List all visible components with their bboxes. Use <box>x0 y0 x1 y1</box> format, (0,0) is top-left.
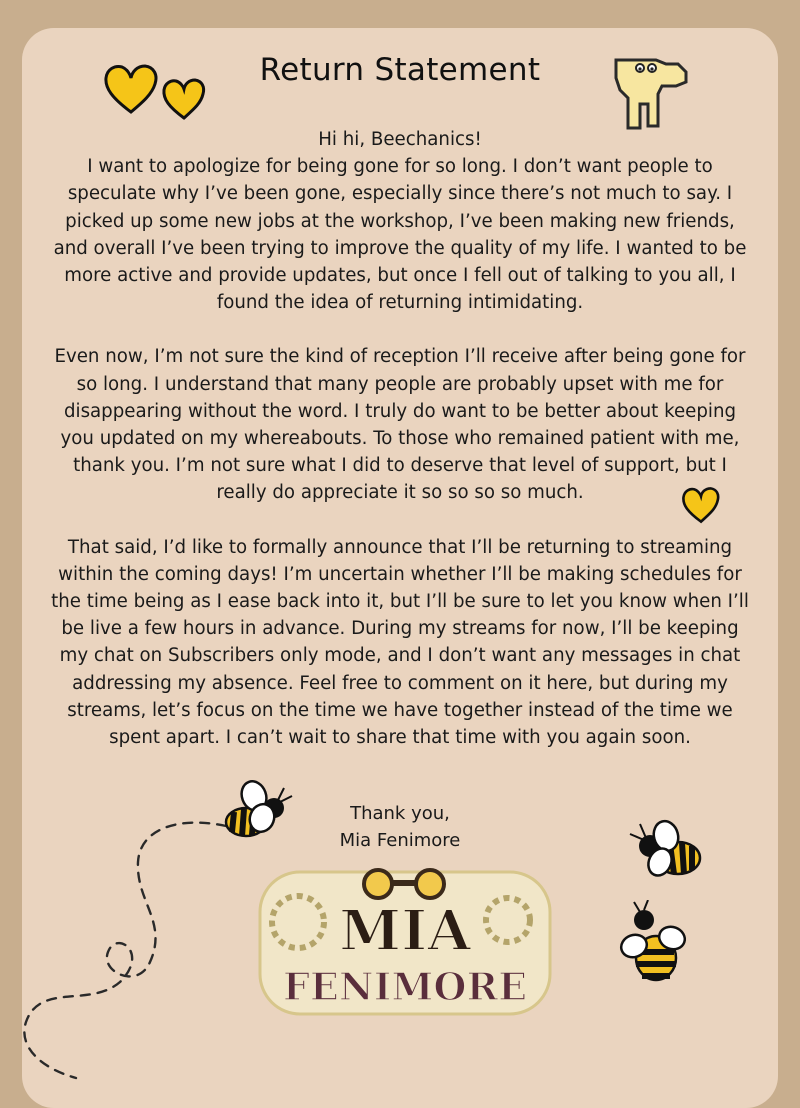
logo-line-2: FENIMORE <box>282 964 528 1009</box>
signoff-thanks: Thank you, <box>350 803 450 824</box>
mia-fenimore-logo <box>258 862 552 1018</box>
dashed-flight-path <box>0 812 240 1080</box>
page-title: Return Statement <box>259 52 541 88</box>
letter-body <box>46 126 754 751</box>
greeting: Hi hi, Beechanics! <box>318 129 482 150</box>
paragraph: I want to apologize for being gone for so long. I don’t want people to speculate why I’ve been gone, especially since there’s not much to say. I picked up some new jobs at the workshop, I’ve been making new friends, and overall I’ve been trying to improve the quality of my life. I wanted to be more active and provide updates, but once I fell out of talking to you all, I found the idea of returning intimidating. <box>53 156 747 314</box>
heart-icon <box>680 484 722 526</box>
logo-line-1: MIA <box>339 898 471 964</box>
paragraph: Even now, I’m not sure the kind of reception I’ll receive after being gone for so long. I understand that many people are probably upset with me for disappearing without the word. I truly do want to be better about keeping you updated on my whereabouts. To those who remained patient with me, thank you. I’m not sure what I did to deserve that level of support, but I really do appreciate it so so so so much. <box>54 346 746 504</box>
bee-icon <box>612 900 694 990</box>
signoff <box>300 800 500 854</box>
bee-icon <box>620 812 708 882</box>
paragraph: That said, I’d like to formally announce that I’ll be returning to streaming within the coming days! I’m uncertain whether I’ll be making schedules for the time being as I ease back into it, but I’ll be sure to let you know when I’ll be live a few hours in advance. During my streams for now, I’ll be keeping my chat on Subscribers only mode, and I don’t want any messages in chat addressing my absence. Feel free to comment on it here, but during my streams, let’s focus on the time we have together instead of the time we spent apart. I can’t wait to share that time with you again soon. <box>51 536 749 749</box>
bee-icon <box>218 778 302 844</box>
signoff-name: Mia Fenimore <box>339 830 461 851</box>
